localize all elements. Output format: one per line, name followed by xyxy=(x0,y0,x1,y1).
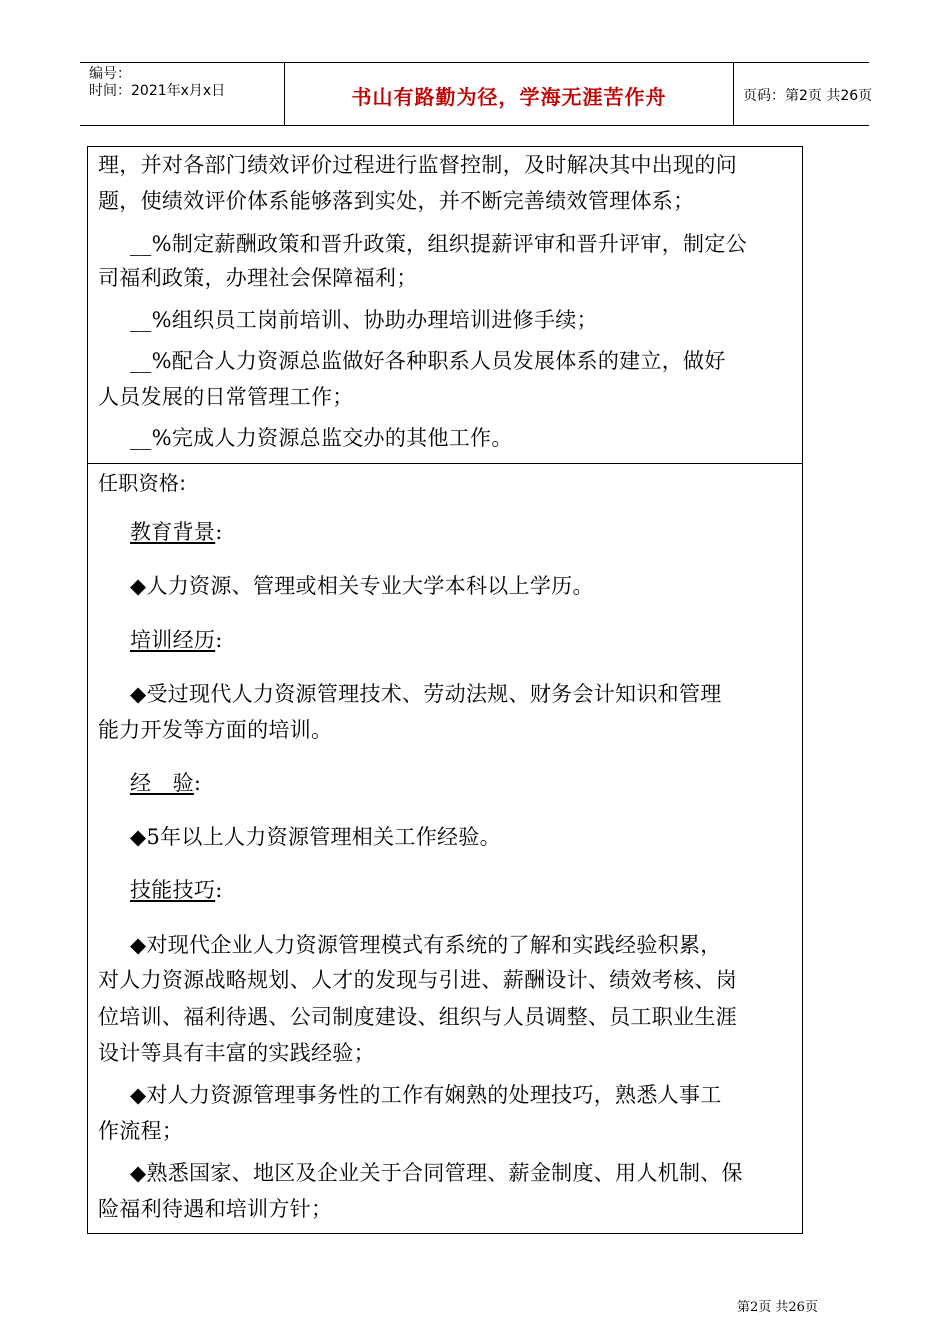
number-label: 编号： xyxy=(89,66,131,82)
skills-line: ◆对现代企业人力资源管理模式有系统的了解和实践经验积累， xyxy=(130,933,722,957)
job-description-table xyxy=(87,146,803,1234)
duty-line: 司福利政策，办理社会保障福利； xyxy=(98,266,418,290)
training-heading-row: 培训经历: xyxy=(130,628,223,652)
experience-heading-row: 经 验: xyxy=(130,771,202,795)
skills-line: 险福利待遇和培训方针； xyxy=(98,1197,333,1221)
duty-line: 人员发展的日常管理工作； xyxy=(98,385,354,409)
duty-line: 理，并对各部门绩效评价过程进行监督控制，及时解决其中出现的问 xyxy=(98,153,737,177)
skills-line: ◆熟悉国家、地区及企业关于合同管理、薪金制度、用人机制、保 xyxy=(130,1161,743,1185)
skills-heading-row: 技能技巧: xyxy=(130,878,223,902)
duty-line: 题，使绩效评价体系能够落到实处，并不断完善绩效管理体系； xyxy=(98,189,695,213)
skills-line: ◆对人力资源管理事务性的工作有娴熟的处理技巧，熟悉人事工 xyxy=(130,1083,722,1107)
header-page-cell xyxy=(733,63,873,125)
page-footer: 第2页 共26页 xyxy=(737,1300,818,1315)
section-divider xyxy=(88,463,802,464)
training-line: ◆受过现代人力资源管理技术、劳动法规、财务会计知识和管理 xyxy=(130,682,722,706)
duty-line: __%完成人力资源总监交办的其他工作。 xyxy=(130,426,513,450)
education-heading-row: 教育背景: xyxy=(130,520,223,544)
training-line: 能力开发等方面的培训。 xyxy=(98,718,333,742)
duty-line: __%组织员工岗前培训、协助办理培训进修手续； xyxy=(130,308,598,332)
header-page-ref: 页码：第2页 共26页 xyxy=(743,88,873,104)
duty-line: __%配合人力资源总监做好各种职系人员发展体系的建立，做好 xyxy=(130,349,726,373)
page-header xyxy=(80,62,873,126)
duty-line: __%制定薪酬政策和晋升政策，组织提薪评审和晋升评审，制定公 xyxy=(130,232,747,256)
training-heading: 培训经历 xyxy=(130,628,216,652)
skills-heading: 技能技巧 xyxy=(130,878,216,902)
header-motto-cell xyxy=(284,63,734,125)
skills-line: 对人力资源战略规划、人才的发现与引进、薪酬设计、绩效考核、岗 xyxy=(98,968,737,992)
motto: 书山有路勤为径，学海无涯苦作舟 xyxy=(351,85,667,109)
header-meta-cell xyxy=(80,63,284,125)
skills-line: 作流程； xyxy=(98,1119,184,1143)
education-line: ◆人力资源、管理或相关专业大学本科以上学历。 xyxy=(130,574,594,598)
qualifications-title: 任职资格: xyxy=(98,471,187,495)
experience-line: ◆5年以上人力资源管理相关工作经验。 xyxy=(130,825,501,849)
experience-heading: 经 验 xyxy=(130,771,194,795)
education-heading: 教育背景 xyxy=(130,520,216,544)
skills-line: 设计等具有丰富的实践经验； xyxy=(98,1041,375,1065)
time-label: 时间：2021年x月x日 xyxy=(89,83,226,99)
skills-line: 位培训、福利待遇、公司制度建设、组织与人员调整、员工职业生涯 xyxy=(98,1005,737,1029)
